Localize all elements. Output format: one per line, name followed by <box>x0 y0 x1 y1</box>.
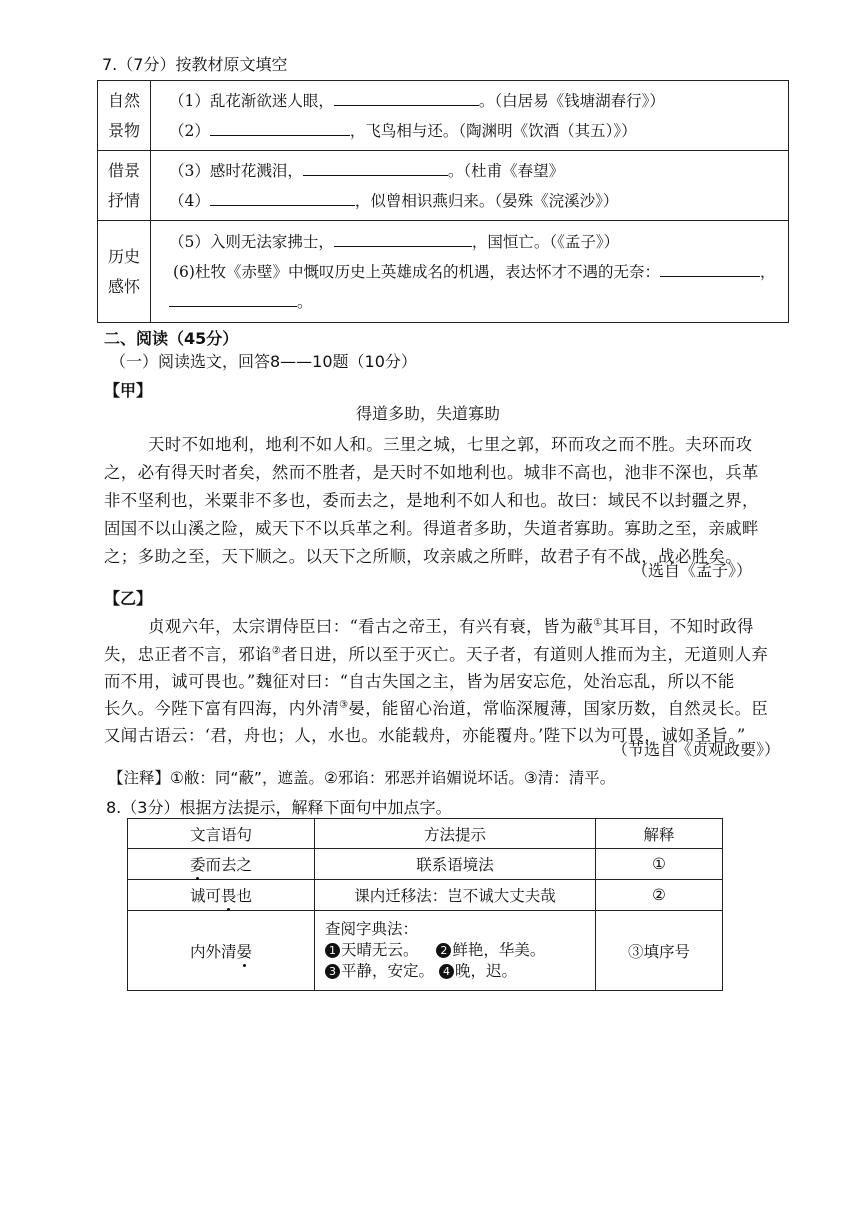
option-number: 2 <box>436 943 451 958</box>
q8-table <box>127 818 723 991</box>
passage-b-line: 而不用，诚可畏也。”魏征对曰：“自古失国之主，皆为居安忘危，处治忘乱，所以不能 <box>104 672 735 691</box>
fill-item-6: (6)杜牧《赤壁》中慨叹历史上英雄成名的机遇，表达怀才不遇的无奈： ， <box>173 262 776 281</box>
column-header: 解释 <box>596 819 723 849</box>
fill-item-6-cont: 。 <box>151 287 788 317</box>
passage-a-label: 【甲】 <box>104 381 153 400</box>
part2-heading: 二、阅读（45分） <box>104 329 239 348</box>
answer-cell[interactable]: ① <box>596 849 723 880</box>
dotted-char: 委 <box>190 853 206 875</box>
category-cell <box>98 221 151 323</box>
table-row <box>128 849 723 880</box>
answer-blank-3[interactable] <box>303 161 448 176</box>
answer-blank-4[interactable] <box>210 191 355 206</box>
category-label: 感怀 <box>107 276 140 296</box>
option-number: 1 <box>325 943 340 958</box>
dotted-char: 畏 <box>221 884 237 906</box>
category-label: 自然 <box>107 90 140 110</box>
fill-item-4: （4） ，似曾相识燕归来。（晏殊《浣溪沙》） <box>169 191 619 210</box>
method-cell: 课内迁移法：岂不诚大丈夫哉 <box>315 880 596 911</box>
table-row <box>128 911 723 991</box>
answer-blank-6b[interactable] <box>169 292 297 307</box>
fill-item-3: （3）感时花溅泪， 。（杜甫《春望》 <box>169 161 565 180</box>
items-cell <box>151 221 789 323</box>
category-label: 历史 <box>107 246 140 266</box>
category-label: 抒情 <box>107 190 140 210</box>
sentence-cell: 诚可畏也 <box>128 880 315 911</box>
q7-heading: 7.（7分）按教材原文填空 <box>102 55 288 74</box>
passage-a-title: 得道多助，失道寡助 <box>356 404 501 423</box>
method-cell <box>315 911 596 991</box>
passage-b-line: 失，忠正者不言，邪谄②者日进，所以至于灭亡。天子者，有道则人推而为主，无道则人弃 <box>104 645 769 664</box>
part2-subheading: （一）阅读选文，回答8——10题（10分） <box>110 352 417 371</box>
passage-b-source: （节选自《贞观政要》） <box>612 740 781 759</box>
q8-heading: 8.（3分）根据方法提示，解释下面句中加点字。 <box>106 798 452 817</box>
passage-b-label: 【乙】 <box>104 589 153 608</box>
passage-a-line: 之；多助之至，天下顺之。以天下之所顺，攻亲戚之所畔，故君子有不战，战必胜矣。 <box>104 547 743 566</box>
items-cell <box>151 151 789 221</box>
answer-blank-5[interactable] <box>334 232 472 247</box>
category-cell <box>98 81 151 151</box>
answer-blank-6a[interactable] <box>660 262 760 277</box>
passage-a-line: 之，必有得天时者矣，然而不胜者，是天时不如地利也。城非不高也，池非不深也，兵革 <box>104 463 759 482</box>
table-row <box>128 880 723 911</box>
passage-b-line: 又闻古语云：‘君，舟也；人，水也。水能载舟，亦能覆舟。’陛下以为可畏，诚如圣旨。” <box>104 726 746 745</box>
answer-cell[interactable]: ③填序号 <box>596 911 723 991</box>
dotted-char: 晏 <box>237 940 253 962</box>
fill-item-5: （5）入则无法家拂士， ，国恒亡。（《孟子》） <box>169 232 620 251</box>
passage-b-line: 长久。今陛下富有四海，内外清③晏，能留心治道，常临深履薄，国家历数，自然灵长。臣 <box>104 699 769 718</box>
answer-cell[interactable]: ② <box>596 880 723 911</box>
q7-table <box>97 80 789 323</box>
option-number: 4 <box>439 964 454 979</box>
sentence-cell: 委而去之 <box>128 849 315 880</box>
passage-a-line: 天时不如地利，地利不如人和。三里之城，七里之郭，环而攻之而不胜。夫环而攻 <box>148 435 753 454</box>
annotation-notes: 【注释】①敝：同“蔽”，遮盖。②邪谄：邪恶并谄媚说坏话。③清：清平。 <box>108 769 616 787</box>
column-header: 方法提示 <box>315 819 596 849</box>
method-title: 查阅字典法： <box>325 920 419 938</box>
category-label: 借景 <box>107 160 140 180</box>
sentence-cell: 内外清晏 <box>128 911 315 991</box>
answer-blank-2[interactable] <box>210 121 350 136</box>
passage-a-line: 固国不以山溪之险，威天下不以兵革之利。得道者多助，失道者寡助。寡助之至，亲戚畔 <box>104 519 759 538</box>
dictionary-options-line: 1 天晴无云。 2 鲜艳，华美。 <box>325 940 595 961</box>
fill-item-1: （1）乱花渐欲迷人眼， 。（白居易《钱塘湖春行》） <box>169 91 665 110</box>
items-cell <box>151 81 789 151</box>
category-cell <box>98 151 151 221</box>
option-number: 3 <box>325 964 340 979</box>
dictionary-options-line: 3 平静，安定。 4 晚，迟。 <box>325 961 595 982</box>
column-header: 文言语句 <box>128 819 315 849</box>
answer-blank-1[interactable] <box>334 91 479 106</box>
fill-item-2: （2） ，飞鸟相与还。（陶渊明《饮酒（其五）》） <box>169 121 637 140</box>
passage-a-line: 非不坚利也，米粟非不多也，委而去之，是地利不如人和也。故曰：域民不以封疆之界， <box>104 491 759 510</box>
category-label: 景物 <box>107 120 140 140</box>
method-cell: 联系语境法 <box>315 849 596 880</box>
passage-a-source: （选自《孟子》） <box>632 561 753 580</box>
passage-b-line: 贞观六年，太宗谓侍臣曰：“看古之帝王，有兴有衰，皆为蔽①其耳目，不知时政得 <box>148 617 754 636</box>
